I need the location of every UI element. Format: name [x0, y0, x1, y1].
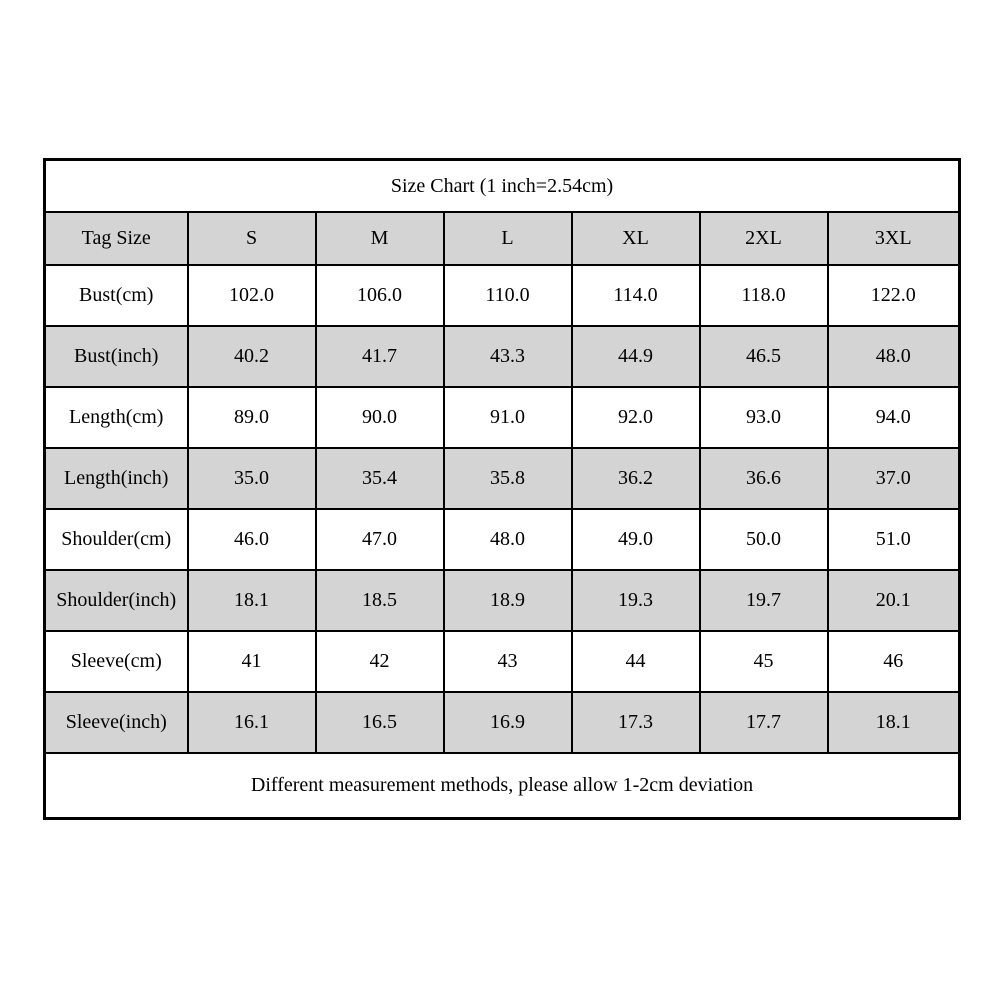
cell: 102.0 [188, 265, 316, 326]
cell: 19.3 [572, 570, 700, 631]
cell: 16.9 [444, 692, 572, 753]
cell: 89.0 [188, 387, 316, 448]
chart-title: Size Chart (1 inch=2.54cm) [45, 160, 960, 213]
cell: 114.0 [572, 265, 700, 326]
cell: 40.2 [188, 326, 316, 387]
column-header-xl: XL [572, 212, 700, 265]
cell: 122.0 [828, 265, 960, 326]
cell: 16.1 [188, 692, 316, 753]
cell: 48.0 [828, 326, 960, 387]
header-row [45, 212, 960, 265]
row-label: Shoulder(cm) [45, 509, 188, 570]
row-label: Bust(inch) [45, 326, 188, 387]
row-label: Bust(cm) [45, 265, 188, 326]
cell: 51.0 [828, 509, 960, 570]
cell: 91.0 [444, 387, 572, 448]
cell: 35.0 [188, 448, 316, 509]
row-label: Shoulder(inch) [45, 570, 188, 631]
row-label: Length(cm) [45, 387, 188, 448]
column-header-s: S [188, 212, 316, 265]
cell: 48.0 [444, 509, 572, 570]
column-header-l: L [444, 212, 572, 265]
cell: 42 [316, 631, 444, 692]
cell: 44 [572, 631, 700, 692]
cell: 94.0 [828, 387, 960, 448]
cell: 17.7 [700, 692, 828, 753]
cell: 18.1 [828, 692, 960, 753]
table-row-length-cm [45, 387, 960, 448]
cell: 20.1 [828, 570, 960, 631]
table-row-length-inch [45, 448, 960, 509]
cell: 18.9 [444, 570, 572, 631]
cell: 18.1 [188, 570, 316, 631]
row-label: Sleeve(inch) [45, 692, 188, 753]
size-chart-table [43, 158, 961, 820]
cell: 17.3 [572, 692, 700, 753]
cell: 110.0 [444, 265, 572, 326]
cell: 90.0 [316, 387, 444, 448]
footer-note: Different measurement methods, please allow 1-2cm deviation [45, 753, 960, 819]
cell: 35.8 [444, 448, 572, 509]
table-row-bust-cm [45, 265, 960, 326]
cell: 41 [188, 631, 316, 692]
column-header-tag-size: Tag Size [45, 212, 188, 265]
cell: 49.0 [572, 509, 700, 570]
table-row-shoulder-inch [45, 570, 960, 631]
cell: 92.0 [572, 387, 700, 448]
row-label: Sleeve(cm) [45, 631, 188, 692]
cell: 19.7 [700, 570, 828, 631]
table-row-bust-inch [45, 326, 960, 387]
cell: 41.7 [316, 326, 444, 387]
cell: 46.0 [188, 509, 316, 570]
row-label: Length(inch) [45, 448, 188, 509]
cell: 37.0 [828, 448, 960, 509]
cell: 43 [444, 631, 572, 692]
footer-row [45, 753, 960, 819]
cell: 43.3 [444, 326, 572, 387]
cell: 93.0 [700, 387, 828, 448]
table-row-sleeve-inch [45, 692, 960, 753]
table-row-shoulder-cm [45, 509, 960, 570]
column-header-m: M [316, 212, 444, 265]
cell: 45 [700, 631, 828, 692]
cell: 106.0 [316, 265, 444, 326]
column-header-3xl: 3XL [828, 212, 960, 265]
cell: 18.5 [316, 570, 444, 631]
cell: 50.0 [700, 509, 828, 570]
table-row-sleeve-cm [45, 631, 960, 692]
cell: 46.5 [700, 326, 828, 387]
cell: 118.0 [700, 265, 828, 326]
cell: 44.9 [572, 326, 700, 387]
cell: 47.0 [316, 509, 444, 570]
cell: 35.4 [316, 448, 444, 509]
cell: 46 [828, 631, 960, 692]
title-row [45, 160, 960, 213]
cell: 16.5 [316, 692, 444, 753]
cell: 36.6 [700, 448, 828, 509]
column-header-2xl: 2XL [700, 212, 828, 265]
cell: 36.2 [572, 448, 700, 509]
